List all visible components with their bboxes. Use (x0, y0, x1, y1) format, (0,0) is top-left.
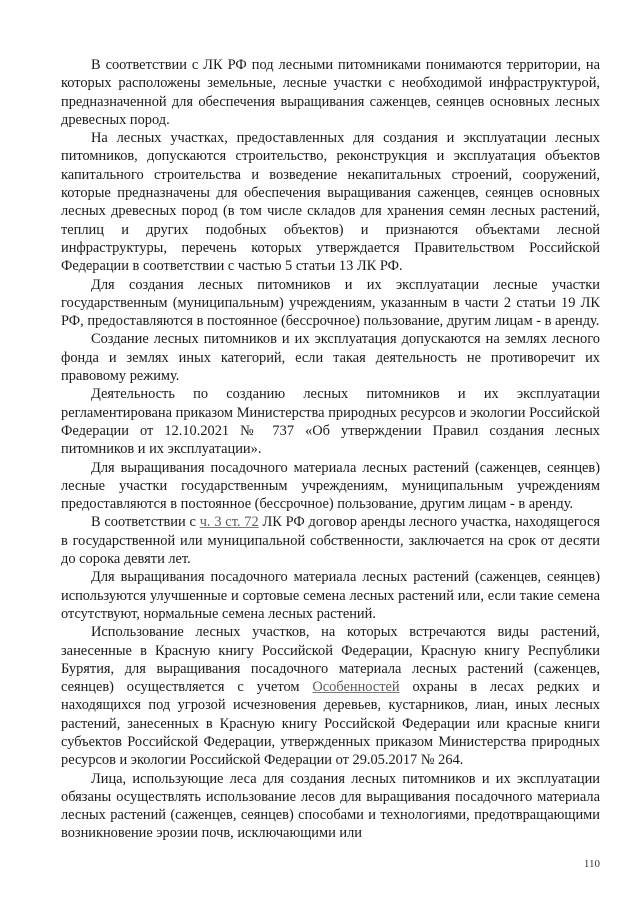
paragraph-lease-term (61, 513, 600, 568)
document-page (61, 56, 600, 843)
paragraph-land-categories: Создание лесных питомников и их эксплуатация допускаются на землях лесного фонда и землях иных категорий, если такая деятельность не противоречит их правовому режиму. (61, 331, 600, 385)
specifics-link[interactable]: Особенностей (312, 679, 400, 696)
paragraph-nurseries-definition: В соответствии с ЛК РФ под лесными питомниками понимаются территории, на которых расположены земельные, лесные участки с необходимой инфраструктурой, предназначенной для обеспечения выращивания саженцев, сеянцев основных лесных древесных пород. (61, 57, 600, 128)
red-book-text-after: охраны в лесах редких и находящихся под угрозой исчезновения деревьев, кустарников, лиан, иных лесных растений, занесенных в Красную книгу Российской Федерации или красные книги субъектов Российской Федерации, утвержденных приказом Министерства природных ресурсов и экологии Российской Федерации от 29.05.2017 № 264. (61, 679, 600, 769)
paragraph-regulation-order: Деятельность по созданию лесных питомников и их эксплуатации регламентирована приказом Министерства природных ресурсов и экологии Российской Федерации от 12.10.2021 № 737 «Об утверждении Правил создания лесных питомников и их эксплуатации». (61, 386, 600, 458)
paragraph-land-provision: Для создания лесных питомников и их эксплуатации лесные участки государственным (муниципальным) учреждениям, указанным в части 2 статьи 19 ЛК РФ, предоставляются в постоянное (бессрочное) пользование, другим лицам - в аренду. (61, 276, 600, 330)
lease-term-text-after: ЛК РФ договор аренды лесного участка, находящегося в государственной или муниципальной собственности, заключается на срок от десяти до сорока девяти лет. (61, 514, 600, 568)
paragraph-red-book (61, 623, 600, 769)
paragraph-obligations: Лица, использующие леса для создания лесных питомников и их эксплуатации обязаны осуществлять использование лесов для выращивания посадочного материала лесных растений (саженцев, сеянцев) способами и технологиями, предотвращающими возникновение эрозии почв, исключающими или (61, 770, 600, 842)
paragraph-construction-permitted: На лесных участках, предоставленных для создания и эксплуатации лесных питомников, допускаются строительство, реконструкция и эксплуатация объектов капитального строительства и возведение некапитальных строений, сооружений, которые предназначены для обеспечения выращивания саженцев, сеянцев основных лесных древесных пород (в том числе складов для хранения семян лесных растений, теплиц и других подобных объектов) и признаются объектами лесной инфраструктуры, перечень которых утверждается Правительством Российской Федерации в соответствии с частью 5 статьи 13 ЛК РФ. (61, 130, 600, 275)
red-book-text-before: Использование лесных участков, на которых встречаются виды растений, занесенные в Красную книгу Российской Федерации, Красную книгу Республики Бурятия, для выращивания посадочного материала лесных растений (саженцев, сеянцев) осуществляется с учетом (61, 624, 600, 696)
lease-term-text-before: В соответствии с (91, 514, 200, 531)
paragraph-planting-material-provision: Для выращивания посадочного материала лесных растений (саженцев, сеянцев) лесные участки государственным учреждениям, муниципальным учреждениям предоставляются в постоянное (бессрочное) пользование, другим лицам - в аренду. (61, 459, 600, 513)
page-number: 110 (583, 858, 600, 870)
article-72-link[interactable]: ч. 3 ст. 72 (199, 514, 259, 531)
paragraph-seeds: Для выращивания посадочного материала лесных растений (саженцев, сеянцев) используются улучшенные и сортовые семена лесных растений или, если такие семена отсутствуют, нормальные семена лесных растений. (61, 569, 600, 622)
